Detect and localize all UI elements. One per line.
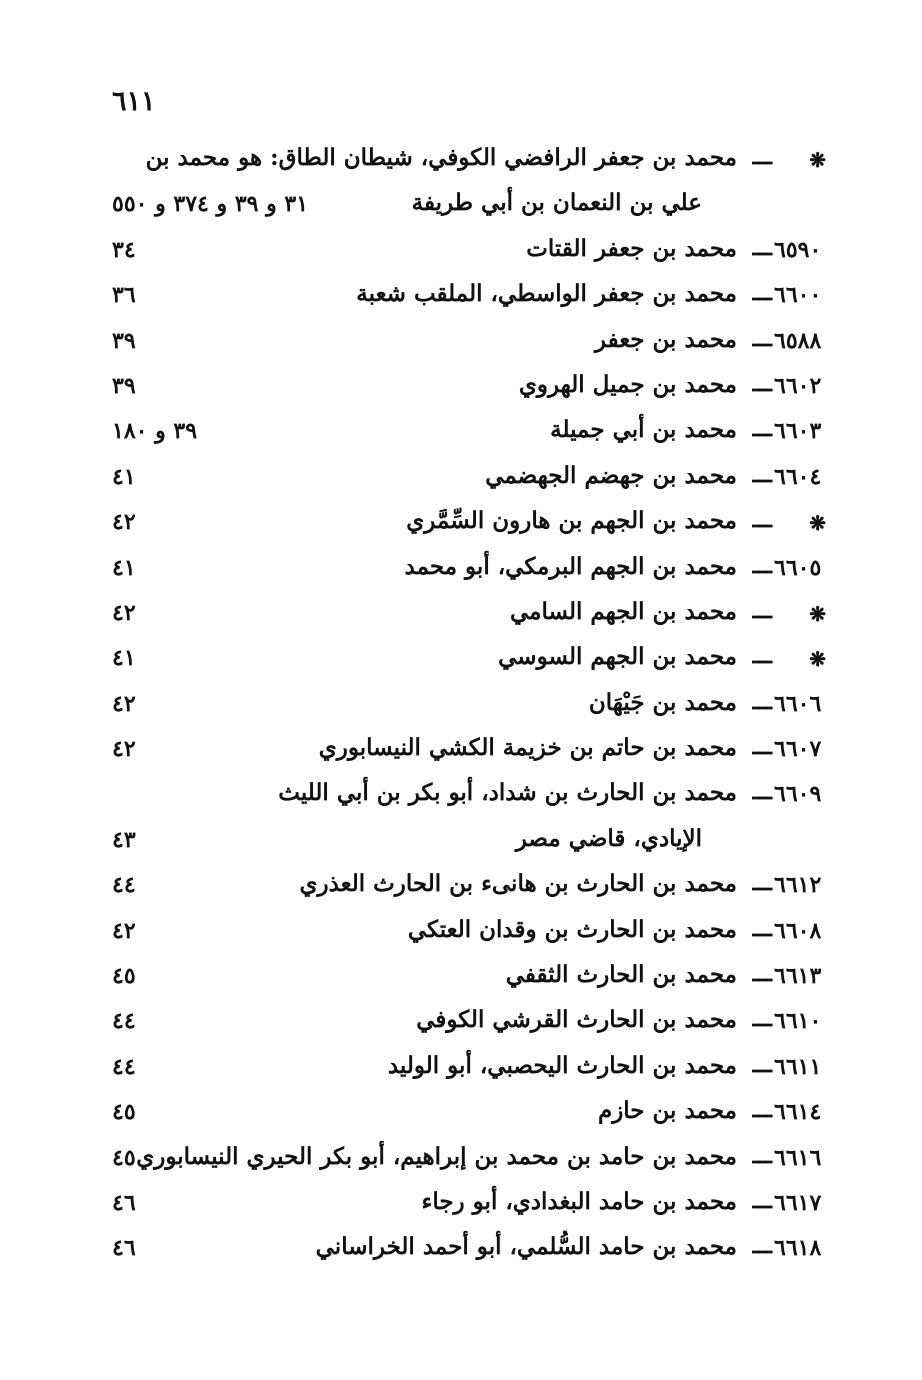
entry-dash: ـــ: [752, 144, 772, 170]
entry-name: علي بن النعمان بن أبي طريفة: [411, 189, 702, 217]
page-reference: ٣٤: [112, 236, 136, 263]
entry-number: ٦٦١١: [774, 1053, 822, 1080]
entry-number: ٦٥٨٨: [774, 327, 822, 354]
page-reference: ٤٣: [112, 826, 136, 853]
index-entry: [0, 594, 922, 639]
entry-number: ٦٦٠٢: [774, 372, 822, 399]
entry-number: ٦٦٠٦: [774, 690, 822, 717]
entry-number: ٦٦٠٨: [774, 917, 822, 944]
entry-name: محمد بن الحارث الثقفي: [505, 961, 737, 989]
page-reference: ٣٩ و ١٨٠: [112, 418, 198, 445]
entry-dash: ـــ: [752, 961, 772, 988]
entry-number: ٦٦١٢: [774, 872, 822, 899]
entry-dash: ـــ: [752, 1142, 772, 1169]
entry-dash: ـــ: [752, 915, 772, 942]
entry-name: محمد بن الجهم بن هارون السِّمَّري: [406, 507, 737, 535]
entry-name: محمد بن أبي جميلة: [550, 416, 737, 444]
index-entry: [0, 912, 922, 957]
entry-dash: ـــ: [752, 597, 772, 624]
entry-name: محمد بن جعفر الرافضي الكوفي، شيطان الطاق: هو محمد بن: [145, 144, 737, 171]
entry-dash: ـــ: [752, 507, 772, 534]
entry-number: ٦٦٠٩: [774, 781, 822, 808]
page-reference: ٤٢: [112, 599, 136, 626]
entry-name: محمد بن جهضم الجهضمي: [485, 461, 737, 489]
entry-dash: ـــ: [752, 870, 772, 897]
index-entry: [0, 503, 922, 548]
entry-name: محمد بن حامد البغدادي، أبو رجاء: [421, 1187, 737, 1215]
entry-name: محمد بن حامد السُّلمي، أبو أحمد الخراساني: [315, 1233, 737, 1261]
entry-name: محمد بن الحارث القرشي الكوفي: [416, 1006, 737, 1034]
index-entry: [0, 1139, 922, 1184]
entry-dash: ـــ: [752, 779, 772, 806]
entry-name: محمد بن جعفر الواسطي، الملقب شعبة: [356, 280, 737, 308]
index-entry: [0, 412, 922, 457]
index-entry: [0, 367, 922, 412]
index-entry-continuation: [0, 821, 922, 866]
entry-dash: ـــ: [752, 552, 772, 579]
page-reference: ٤١: [112, 463, 136, 490]
entry-dash: ـــ: [752, 734, 772, 761]
index-entry: [0, 458, 922, 503]
entry-name: محمد بن حاتم بن خزيمة الكشي النيسابوري: [318, 734, 737, 762]
index-entry: [0, 1048, 922, 1093]
page-reference: ٣٦: [112, 282, 136, 309]
entry-dash: ـــ: [752, 416, 772, 443]
entry-dash: ـــ: [752, 325, 772, 352]
page-reference: ٤٦: [112, 1189, 136, 1216]
index-entry: [0, 1184, 922, 1229]
page-reference: ٣٩: [112, 372, 136, 399]
page-reference: ٤٢: [112, 736, 136, 763]
page-reference: ٤٤: [112, 1053, 136, 1080]
asterisk-marker: ❋: [809, 647, 826, 672]
index-entry: [0, 730, 922, 775]
index-entry: [0, 322, 922, 367]
entry-dash: ـــ: [752, 280, 772, 307]
entry-name: محمد بن الجهم السوسي: [498, 643, 737, 671]
entry-number: ٦٦٠٤: [774, 463, 822, 490]
entry-number: ٦٦١٠: [774, 1008, 822, 1035]
page-reference: ٤٥: [112, 1144, 136, 1171]
index-entry: [0, 276, 922, 321]
asterisk-marker: ❋: [809, 601, 826, 626]
index-entry: [0, 1002, 922, 1047]
entry-number: ٦٦٠٥: [774, 554, 822, 581]
page-reference: ٣١ و ٣٩ و ٣٧٤ و ٥٥٠: [112, 191, 309, 218]
entry-name: محمد بن جعفر القتات: [526, 234, 737, 262]
index-entry: [0, 685, 922, 730]
entry-name: محمد بن حامد بن محمد بن إبراهيم، أبو بكر الحيري النيسابوري: [136, 1142, 737, 1170]
entry-number: ٦٦٠٧: [774, 736, 822, 763]
page-reference: ٤٢: [112, 509, 136, 536]
entry-number: ٦٦١٧: [774, 1189, 822, 1216]
index-entry: [0, 549, 922, 594]
page-reference: ٤٥: [112, 963, 136, 990]
entry-dash: ـــ: [752, 1051, 772, 1078]
page-reference: ٤٥: [112, 1099, 136, 1126]
entry-number: ٦٦١٦: [774, 1144, 822, 1171]
entry-dash: ـــ: [752, 643, 772, 670]
entry-name: محمد بن جميل الهروي: [518, 370, 737, 398]
entry-dash: ـــ: [752, 1006, 772, 1033]
index-entry: [0, 866, 922, 911]
page-number: ٦١١: [112, 86, 156, 117]
entry-number: ٦٦١٣: [774, 963, 822, 990]
entry-name: محمد بن حازم: [597, 1097, 737, 1125]
entry-number: ٦٦١٨: [774, 1235, 822, 1262]
index-entries: [0, 140, 922, 1275]
index-entry-continuation: [0, 185, 922, 230]
index-entry: [0, 639, 922, 684]
page-reference: ٤١: [112, 645, 136, 672]
entry-name: محمد بن الجهم السامي: [509, 597, 737, 625]
asterisk-marker: ❋: [809, 511, 826, 536]
index-entry: [0, 140, 922, 185]
entry-dash: ـــ: [752, 1233, 772, 1260]
entry-dash: ـــ: [752, 234, 772, 261]
page-reference: ٤٤: [112, 872, 136, 899]
page-reference: ٤٤: [112, 1008, 136, 1035]
entry-dash: ـــ: [752, 1097, 772, 1124]
entry-name: الإيادي، قاضي مصر: [515, 824, 702, 852]
entry-number: ٦٦٠٠: [774, 282, 822, 309]
index-entry: [0, 1229, 922, 1274]
entry-dash: ـــ: [752, 370, 772, 397]
asterisk-marker: ❋: [809, 148, 826, 172]
entry-name: محمد بن الحارث بن هانىء بن الحارث العذري: [299, 870, 737, 898]
entry-dash: ـــ: [752, 1187, 772, 1214]
page-reference: ٤٦: [112, 1235, 136, 1262]
index-entry: [0, 231, 922, 276]
entry-number: ٦٦١٤: [774, 1099, 822, 1126]
page-reference: ٣٩: [112, 327, 136, 354]
entry-name: محمد بن الجهم البرمكي، أبو محمد: [404, 552, 737, 580]
page-reference: ٤٢: [112, 690, 136, 717]
index-entry: [0, 775, 922, 820]
page-reference: ٤١: [112, 554, 136, 581]
entry-name: محمد بن الحارث اليحصبي، أبو الوليد: [387, 1051, 737, 1079]
entry-name: محمد بن جعفر: [594, 325, 737, 353]
entry-name: محمد بن جَيْهَان: [588, 688, 737, 716]
entry-dash: ـــ: [752, 688, 772, 715]
page-reference: ٤٢: [112, 917, 136, 944]
entry-number: ٦٦٠٣: [774, 418, 822, 445]
index-entry: [0, 957, 922, 1002]
entry-name: محمد بن الحارث بن شداد، أبو بكر بن أبي الليث: [278, 779, 737, 807]
entry-number: ٦٥٩٠: [774, 236, 822, 263]
entry-name: محمد بن الحارث بن وقدان العتكي: [407, 915, 737, 943]
entry-dash: ـــ: [752, 461, 772, 488]
index-entry: [0, 1093, 922, 1138]
